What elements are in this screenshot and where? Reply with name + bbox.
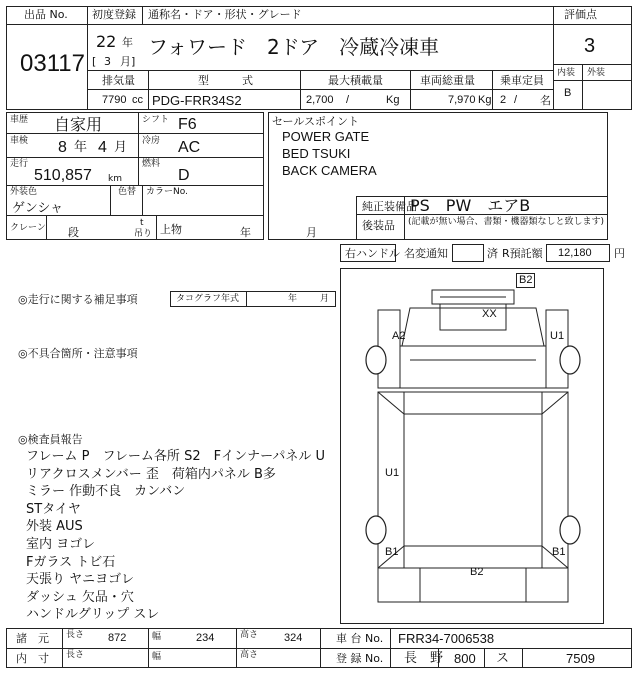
- fuel: D: [178, 167, 190, 184]
- chassis-number: FRR34-7006538: [398, 631, 495, 646]
- inspection-year: 8: [58, 139, 67, 156]
- mileage: 510,857: [34, 167, 92, 184]
- inspection-month: 4: [98, 139, 107, 156]
- inspector-line: Fガラス トビ石: [26, 554, 116, 570]
- reg-year: 22: [96, 32, 117, 51]
- sales-point-3: BACK CAMERA: [282, 163, 377, 178]
- max-load: 2,700: [306, 94, 334, 106]
- damage-mark: B1: [385, 546, 399, 558]
- inspector-line: リアクロスメンバー 歪 荷箱内パネル B多: [26, 466, 276, 482]
- first-reg-label: 初度登録: [92, 8, 136, 21]
- sales-point-1: POWER GATE: [282, 129, 370, 144]
- cooling: AC: [178, 139, 201, 156]
- recycle-amount: 12,180: [558, 247, 592, 259]
- reg-month: 3: [104, 55, 111, 68]
- interior-score: B: [564, 87, 572, 99]
- damage-mark: U1: [385, 467, 400, 479]
- common-name-label: 通称名・ドア・形状・グレード: [148, 8, 302, 21]
- plate-kana: ス: [496, 651, 510, 666]
- exterior-color: ゲンシャ: [12, 201, 64, 216]
- shift: F6: [178, 116, 197, 133]
- damage-mark: B1: [552, 546, 566, 558]
- interior-label: 内装: [557, 68, 576, 78]
- lot-number: 03117: [20, 50, 85, 77]
- inspector-line: ミラー 作動不良 カンバン: [26, 484, 186, 500]
- plate-number: 7509: [566, 651, 595, 666]
- overall-score: 3: [584, 35, 596, 57]
- damage-mark: XX: [482, 308, 497, 320]
- steering-side: 右ハンドル: [345, 247, 400, 260]
- sales-points-label: セールスポイント: [272, 115, 360, 128]
- reg-year-unit: 年: [122, 36, 133, 49]
- inspector-label: ◎検査員報告: [18, 433, 83, 446]
- inspector-line: フレーム P フレーム各所 S2 Fインナーパネル U: [26, 449, 326, 464]
- genuine-equipment: PS PW エアB: [410, 196, 531, 215]
- damage-mark: A2: [392, 330, 406, 342]
- history: 自家用: [54, 115, 103, 134]
- capacity: 2: [500, 94, 507, 106]
- damage-mark: B2: [470, 566, 484, 578]
- model-name: フォワード 2ドア 冷蔵冷凍車: [148, 35, 440, 59]
- damage-mark: U1: [550, 330, 565, 342]
- inspector-line: 室内 ヨゴレ: [26, 537, 96, 552]
- model-code: PDG-FRR34S2: [152, 93, 242, 108]
- lot-label: 出品 No.: [24, 8, 68, 21]
- inspector-line: ダッシュ 欠品・穴: [26, 589, 134, 605]
- sales-point-2: BED TSUKI: [282, 146, 351, 161]
- plate-class: 800: [454, 651, 476, 666]
- damage-mark: B2: [516, 273, 535, 288]
- displacement: 7790: [102, 94, 127, 106]
- score-label: 評価点: [564, 8, 597, 21]
- plate-region: 長 野: [404, 651, 444, 666]
- body-length: 872: [108, 632, 127, 644]
- inspector-line: 天張り ヤニヨゴレ: [26, 572, 135, 588]
- defects-label: ◎不具合箇所・注意事項: [18, 347, 138, 360]
- driving-notes-label: ◎走行に関する補足事項: [18, 293, 138, 306]
- body-width: 234: [196, 632, 215, 644]
- inspector-line: STタイヤ: [26, 501, 81, 517]
- exterior-label: 外装: [587, 68, 606, 78]
- gross-weight: 7,970: [448, 94, 476, 106]
- inspector-line: ハンドルグリップ スレ: [26, 607, 160, 623]
- inspector-line: 外装 AUS: [26, 519, 83, 535]
- body-height: 324: [284, 632, 303, 644]
